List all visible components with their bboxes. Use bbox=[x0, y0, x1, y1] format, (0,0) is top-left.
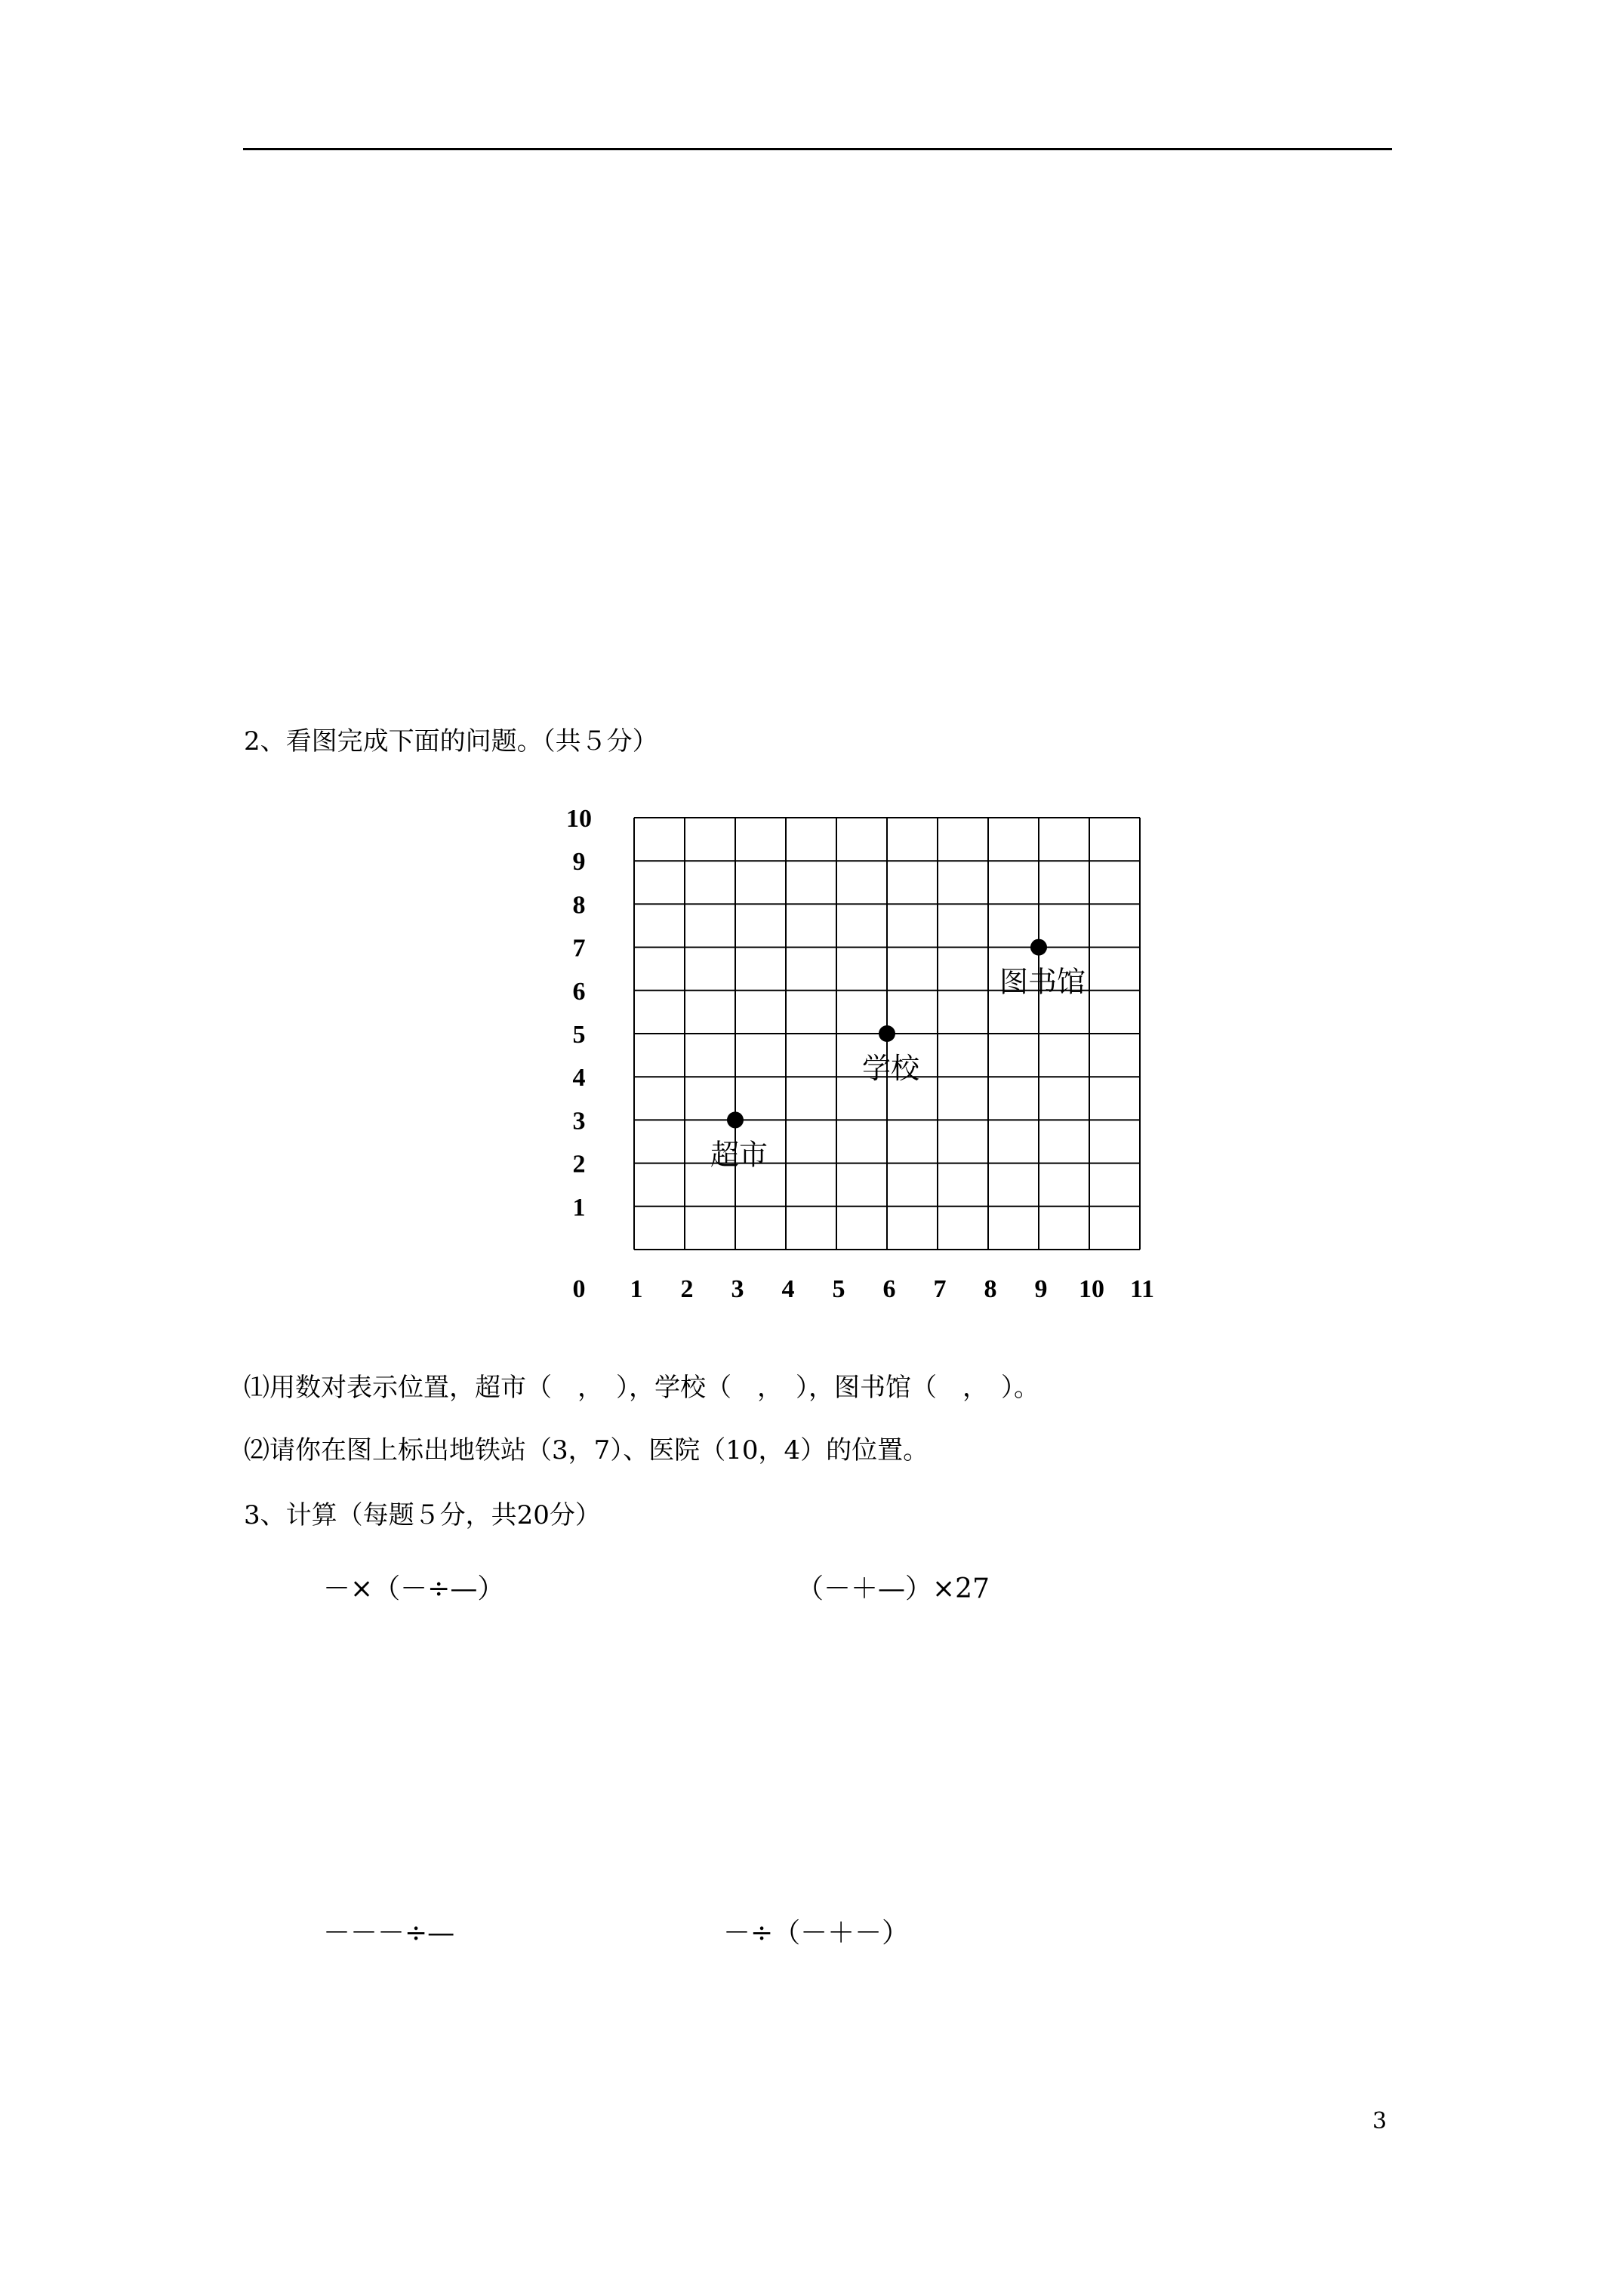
coordinate-grid-figure bbox=[536, 808, 1178, 1306]
x-tick-label: 1 bbox=[630, 1275, 643, 1303]
y-tick-label: 1 bbox=[572, 1193, 586, 1222]
x-tick-label: 7 bbox=[933, 1275, 947, 1303]
expression-1: －×（－÷—） bbox=[323, 1573, 505, 1604]
y-tick-label: 8 bbox=[572, 891, 586, 920]
x-tick-label: 6 bbox=[882, 1275, 896, 1303]
y-tick-label: 5 bbox=[572, 1021, 586, 1049]
point-marker bbox=[1030, 939, 1047, 956]
point-marker bbox=[879, 1025, 895, 1042]
question-2-part-2: ⑵请你在图上标出地铁站（3，7）、医院（10，4）的位置。 bbox=[244, 1435, 929, 1465]
x-tick-label: 11 bbox=[1129, 1275, 1155, 1303]
page-number: 3 bbox=[1372, 2108, 1387, 2134]
point-marker bbox=[727, 1111, 744, 1128]
y-tick-label: 6 bbox=[572, 977, 586, 1006]
x-tick-label: 5 bbox=[832, 1275, 845, 1303]
x-tick-label: 8 bbox=[984, 1275, 997, 1303]
y-tick-label: 10 bbox=[566, 808, 592, 833]
y-tick-label: 9 bbox=[572, 848, 586, 877]
x-tick-label: 4 bbox=[781, 1275, 795, 1303]
origin-label: 0 bbox=[572, 1275, 586, 1303]
point-label: 学校 bbox=[861, 1052, 920, 1085]
expression-3: －－－÷— bbox=[323, 1918, 455, 1949]
y-tick-label: 2 bbox=[572, 1150, 586, 1179]
y-tick-label: 4 bbox=[572, 1064, 586, 1093]
x-tick-label: 9 bbox=[1034, 1275, 1048, 1303]
coordinate-grid-svg bbox=[536, 808, 1178, 1306]
question-2-title: 2、看图完成下面的问题。（共５分） bbox=[244, 726, 658, 757]
question-3-title: 3、计算（每题５分，共20分） bbox=[244, 1500, 601, 1530]
y-tick-label: 3 bbox=[572, 1107, 586, 1136]
y-tick-label: 7 bbox=[572, 934, 586, 963]
header-rule bbox=[243, 148, 1392, 150]
point-label: 超市 bbox=[710, 1138, 768, 1172]
question-2-part-1: ⑴用数对表示位置，超市（ ， ），学校（ ， ），图书馆（ ， ）。 bbox=[244, 1373, 1039, 1403]
expression-2: （－＋—）×27 bbox=[796, 1573, 990, 1604]
x-tick-label: 2 bbox=[680, 1275, 694, 1303]
x-tick-label: 3 bbox=[731, 1275, 744, 1303]
expression-4: －÷（－＋－） bbox=[723, 1918, 910, 1949]
x-tick-label: 10 bbox=[1079, 1275, 1104, 1303]
point-label: 图书馆 bbox=[999, 965, 1086, 999]
